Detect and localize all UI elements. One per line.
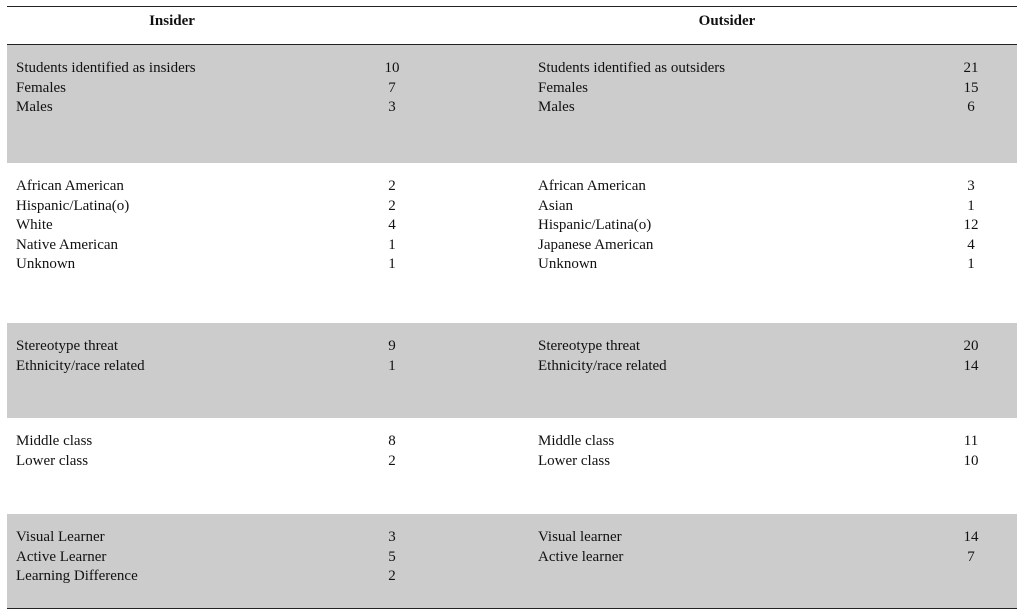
- row-label: Native American: [16, 236, 119, 253]
- row-label: Visual learner: [538, 529, 622, 545]
- row-count: 7: [388, 79, 396, 96]
- row-label: Middle class: [16, 433, 93, 449]
- table-row: [16, 548, 496, 568]
- row-count: 10: [384, 60, 400, 76]
- insider-column: [16, 337, 496, 376]
- table-section: [7, 163, 1017, 323]
- row-label: Females: [16, 79, 66, 96]
- row-count: 1: [388, 236, 396, 253]
- outsider-column: [538, 528, 1008, 567]
- row-label: White: [16, 217, 53, 234]
- table-row: [538, 216, 1008, 236]
- row-count: 1: [388, 357, 396, 374]
- table-row: [538, 452, 1008, 472]
- row-count: 1: [967, 197, 975, 214]
- table-row: [16, 337, 496, 357]
- table-section: [7, 323, 1017, 418]
- row-count: 20: [963, 338, 979, 354]
- row-label: African American: [16, 178, 124, 194]
- table-row: [538, 236, 1008, 256]
- outsider-column: [538, 177, 1008, 275]
- row-count: 21: [963, 60, 979, 76]
- row-label: Stereotype threat: [16, 338, 119, 354]
- outsider-column: [538, 432, 1008, 471]
- row-label: Males: [538, 99, 575, 116]
- table-row: [538, 59, 1008, 79]
- outsider-column: [538, 337, 1008, 376]
- table-row: [16, 432, 496, 452]
- row-count: 8: [388, 433, 396, 449]
- row-count: 3: [388, 529, 396, 545]
- row-count: 2: [388, 568, 396, 585]
- row-label: Japanese American: [538, 236, 654, 253]
- insider-column: [16, 432, 496, 471]
- table-row: [538, 177, 1008, 197]
- row-count: 10: [963, 452, 979, 469]
- table-row: [538, 337, 1008, 357]
- table-row: [538, 432, 1008, 452]
- table-row: [538, 79, 1008, 99]
- row-count: 11: [963, 433, 979, 449]
- insider-column: [16, 59, 496, 118]
- row-count: 2: [388, 178, 396, 194]
- table-row: [538, 528, 1008, 548]
- table-row: [16, 357, 496, 377]
- row-label: Visual Learner: [16, 529, 105, 545]
- row-count: 3: [967, 178, 975, 194]
- row-count: 14: [963, 357, 979, 374]
- row-count: 6: [967, 99, 975, 116]
- row-count: 15: [963, 79, 979, 96]
- row-label: Students identified as insiders: [16, 60, 196, 76]
- insider-column: [16, 177, 496, 275]
- row-label: African American: [538, 178, 646, 194]
- row-label: Lower class: [16, 452, 89, 469]
- row-label: Ethnicity/race related: [538, 357, 667, 374]
- row-label: Hispanic/Latina(o): [16, 197, 130, 214]
- row-label: Ethnicity/race related: [16, 357, 145, 374]
- table-row: [16, 79, 496, 99]
- table-row: [538, 255, 1008, 275]
- table-row: [16, 567, 496, 587]
- insider-column: [16, 528, 496, 587]
- row-label: Lower class: [538, 452, 611, 469]
- row-count: 14: [963, 529, 979, 545]
- row-count: 12: [963, 217, 979, 234]
- row-label: Hispanic/Latina(o): [538, 217, 652, 234]
- row-label: Students identified as outsiders: [538, 60, 726, 76]
- row-count: 4: [967, 236, 975, 253]
- row-label: Males: [16, 99, 53, 116]
- row-count: 9: [388, 338, 396, 354]
- row-label: Stereotype threat: [538, 338, 641, 354]
- row-count: 7: [967, 548, 975, 565]
- table-row: [538, 357, 1008, 377]
- insider-header: Insider: [149, 13, 195, 29]
- table-row: [16, 197, 496, 217]
- table-row: [16, 177, 496, 197]
- table-row: [538, 548, 1008, 568]
- table-row: [16, 452, 496, 472]
- table-row: [16, 255, 496, 275]
- row-count: 2: [388, 197, 396, 214]
- table-row: [16, 236, 496, 256]
- table-row: [16, 216, 496, 236]
- table-row: [16, 59, 496, 79]
- table-section: [7, 514, 1017, 608]
- table-row: [538, 197, 1008, 217]
- table-row: [16, 528, 496, 548]
- table-section: [7, 45, 1017, 163]
- row-count: 1: [967, 256, 975, 273]
- row-label: Unknown: [16, 256, 76, 273]
- table-row: [538, 98, 1008, 118]
- row-label: Active Learner: [16, 548, 107, 565]
- row-label: Middle class: [538, 433, 615, 449]
- bottom-rule: [7, 608, 1017, 609]
- row-label: Females: [538, 79, 588, 96]
- row-label: Asian: [538, 197, 573, 214]
- row-count: 4: [388, 217, 396, 234]
- row-count: 5: [388, 548, 396, 565]
- row-count: 3: [388, 99, 396, 116]
- row-label: Unknown: [538, 256, 598, 273]
- outsider-header: Outsider: [698, 13, 756, 29]
- table-row: [16, 98, 496, 118]
- outsider-column: [538, 59, 1008, 118]
- row-count: 1: [388, 256, 396, 273]
- row-label: Active learner: [538, 548, 624, 565]
- row-count: 2: [388, 452, 396, 469]
- top-rule: [7, 6, 1017, 7]
- row-label: Learning Difference: [16, 568, 138, 585]
- table-section: [7, 418, 1017, 514]
